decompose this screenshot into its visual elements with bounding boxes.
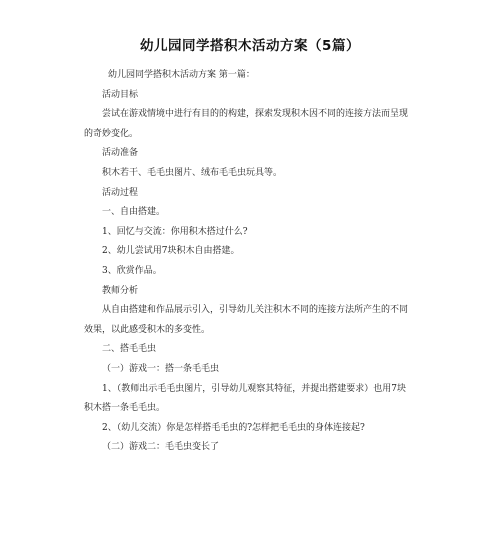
subheading-objectives: 活动目标 bbox=[102, 89, 139, 100]
list-item: （二）游戏二：毛毛虫变长了 bbox=[102, 442, 220, 453]
subheading-teacher-analysis: 教师分析 bbox=[102, 285, 139, 296]
list-item: 3、欣赏作品。 bbox=[102, 265, 162, 276]
paragraph-line: 2、（幼儿交流）你是怎样搭毛毛虫的?怎样把毛毛虫的身体连接起? bbox=[102, 422, 365, 433]
list-heading: 一、自由搭建。 bbox=[102, 207, 166, 218]
paragraph-line: 效果，以此感受积木的多变性。 bbox=[84, 324, 211, 335]
paragraph-line: 积木搭一条毛毛虫。 bbox=[84, 403, 166, 414]
document-body bbox=[84, 66, 420, 458]
list-item: 1、回忆与交流：你用积木搭过什么? bbox=[102, 226, 248, 237]
document-title: 幼儿园同学搭积木活动方案（5篇） bbox=[140, 38, 360, 54]
subheading-process: 活动过程 bbox=[102, 187, 139, 198]
paragraph-line: 的奇妙变化。 bbox=[84, 128, 139, 139]
list-heading: 二、搭毛毛虫 bbox=[102, 344, 157, 355]
paragraph-line: 积木若干、毛毛虫图片、绒布毛毛虫玩具等。 bbox=[102, 167, 283, 178]
subheading-preparation: 活动准备 bbox=[102, 148, 139, 159]
list-item: 2、幼儿尝试用7块积木自由搭建。 bbox=[102, 246, 240, 257]
paragraph-line: 尝试在游戏情境中进行有目的的构建，探索发现积木因不同的连接方法而呈现 bbox=[102, 109, 409, 120]
paragraph-line: 1、（教师出示毛毛虫图片，引导幼儿观察其特征，并提出搭建要求）也用7块 bbox=[102, 383, 406, 394]
list-item: （一）游戏一：搭一条毛毛虫 bbox=[102, 363, 220, 374]
section-heading: 幼儿园同学搭积木活动方案 第一篇： bbox=[108, 70, 255, 80]
paragraph-line: 从自由搭建和作品展示引入，引导幼儿关注积木不同的连接方法所产生的不同 bbox=[102, 305, 409, 316]
